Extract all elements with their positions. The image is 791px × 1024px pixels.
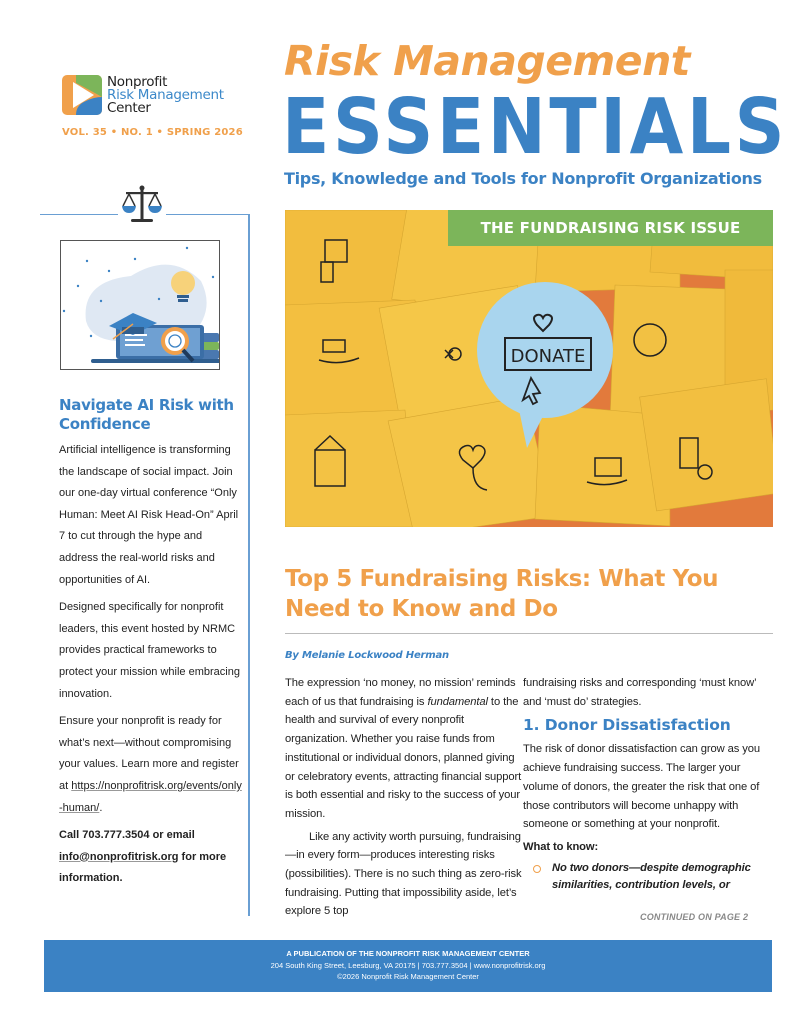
sidebar-divider — [40, 214, 118, 215]
article-column-2 — [523, 674, 773, 894]
event-registration-link[interactable]: https://nonprofitrisk.org/events/only-human/ — [59, 779, 242, 814]
logo-line-2: Risk Management — [107, 87, 224, 103]
paragraph-text: to the health and survival of every nonprofit organization. Whether you raise funds from institutional or individual donors, planned giving or celebratory events, attracting financial support is both essential and risky to the success of your mission. — [285, 695, 522, 820]
sidebar-body — [59, 440, 243, 896]
article-paragraph — [285, 674, 525, 824]
paragraph-text: The expression ‘no money, no mission’ reminds each of us that fundraising is — [285, 677, 516, 708]
footer-copyright: ©2026 Nonprofit Risk Management Center — [337, 972, 479, 981]
masthead-tagline: Tips, Knowledge and Tools for Nonprofit Organizations — [284, 169, 762, 188]
issue-theme-badge: THE FUNDRAISING RISK ISSUE — [448, 210, 773, 246]
scales-of-justice-icon — [118, 183, 166, 227]
sidebar-paragraph — [59, 711, 243, 819]
contact-text: Call 703.777.3504 or email — [59, 829, 195, 842]
logo-line-1: Nonprofit — [107, 74, 168, 90]
article-title: Top 5 Fundraising Risks: What You Need to Know and Do — [285, 566, 719, 622]
publisher-logo — [62, 75, 224, 115]
article-paragraph: fundraising risks and corresponding ‘must know’ and ‘must do’ strategies. — [523, 677, 757, 708]
title-divider — [285, 633, 773, 634]
sidebar-paragraph: Designed specifically for nonprofit leaders, this event hosted by NRMC provides practical frameworks to protect your mission while embracing innovation. — [59, 601, 240, 700]
masthead-essentials: ESSENTIALS — [282, 83, 789, 172]
list-item — [523, 860, 773, 894]
what-to-know-label: What to know: — [523, 840, 599, 853]
article-byline: By Melanie Lockwood Herman — [285, 650, 449, 661]
sidebar-text: . — [99, 801, 103, 814]
sidebar-divider — [166, 214, 249, 215]
circle-bullet-icon — [533, 865, 541, 873]
hero-image-donate-notes — [285, 210, 773, 527]
sidebar-border — [248, 214, 250, 916]
masthead-title: Risk Management — [284, 37, 690, 85]
issue-info: VOL. 35 • NO. 1 • SPRING 2026 — [62, 127, 243, 138]
footer-publisher: A PUBLICATION OF THE NONPROFIT RISK MANAGEMENT CENTER — [286, 949, 530, 958]
article-column-1 — [285, 674, 525, 921]
ai-learning-illustration — [60, 240, 220, 370]
donate-label: DONATE — [510, 346, 586, 367]
bullet-text: No two donors—despite demographic similarities, contribution levels, or — [552, 861, 751, 891]
logo-line-3: Center — [107, 100, 151, 116]
play-logo-icon — [62, 75, 102, 115]
sidebar-paragraph: Artificial intelligence is transforming the landscape of social impact. Join our one-day virtual conference “Only Human: Meet AI Risk Head-On” April 7 to cut through the hype and address the real-world risks and opportunities of AI. — [59, 444, 239, 586]
publication-footer — [44, 940, 772, 992]
continued-note: CONTINUED ON PAGE 2 — [640, 912, 749, 922]
sidebar-heading: Navigate AI Risk with Confidence — [59, 396, 234, 433]
email-link[interactable]: info@nonprofitrisk.org — [59, 850, 179, 863]
article-paragraph: Like any activity worth pursuing, fundraising—in every form—produces interesting risks (possibilities). There is no such thing as zero-risk fundraising. Putting that impossibility aside, let’s explore 5 top — [285, 830, 522, 918]
article-paragraph: The risk of donor dissatisfaction can grow as you achieve fundraising success. The larger your volume of donors, the greater the risk that one of those contributors will become unhappy with someone or something at your nonprofit. — [523, 743, 760, 831]
footer-contact: 204 South King Street, Leesburg, VA 20175 | 703.777.3504 | www.nonprofitrisk.org — [270, 960, 546, 970]
emphasis-text: fundamental — [427, 695, 488, 708]
contact-text: for more information. — [59, 850, 227, 885]
sidebar-contact — [59, 825, 243, 890]
sidebar-text: Ensure your nonprofit is ready for what’s next—without compromising your values. Learn more and register at — [59, 715, 239, 792]
section-heading: 1. Donor Dissatisfaction — [523, 716, 731, 735]
